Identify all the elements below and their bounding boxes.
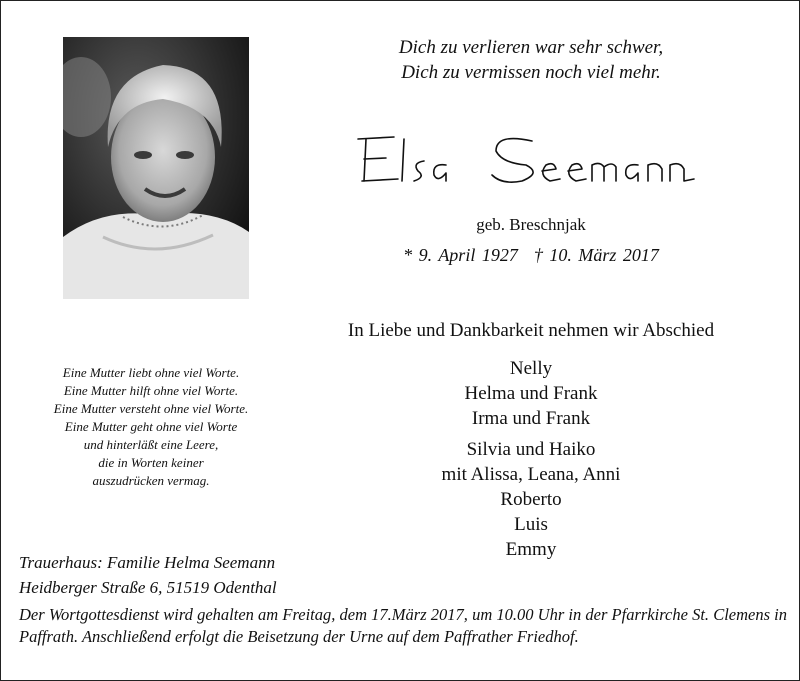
address-line: Heidberger Straße 6, 51519 Odenthal <box>19 578 277 597</box>
portrait-photo <box>63 37 249 299</box>
poem-line: Eine Mutter hilft ohne viel Worte. <box>63 383 239 398</box>
death-date: † 10. März 2017 <box>533 245 659 265</box>
farewell-line: In Liebe und Dankbarkeit nehmen wir Abschied <box>347 320 715 341</box>
family-group <box>361 356 701 431</box>
family-member: Nelly <box>509 358 553 379</box>
family-member: Helma und Frank <box>464 383 598 404</box>
poem-line: Eine Mutter geht ohne viel Worte <box>64 419 238 434</box>
family-member: Emmy <box>505 539 557 560</box>
life-dates <box>331 243 731 267</box>
family-member: Luis <box>514 514 548 535</box>
poem-line: auszudrücken vermag. <box>92 473 210 488</box>
family-member: Irma und Frank <box>471 408 591 429</box>
poem-line: Eine Mutter liebt ohne viel Worte. <box>62 365 240 380</box>
mourning-house-line: Trauerhaus: Familie Helma Seemann <box>19 553 276 572</box>
mourning-house-address <box>19 550 419 600</box>
motto-line: Dich zu vermissen noch viel mehr. <box>401 62 661 83</box>
family-member: mit Alissa, Leana, Anni <box>441 464 621 485</box>
poem-line: und hinterläßt eine Leere, <box>83 437 219 452</box>
poem-line: die in Worten keiner <box>98 455 204 470</box>
name-signature <box>331 125 731 205</box>
birth-date: * 9. April 1927 <box>403 245 518 265</box>
motto-verse <box>331 35 731 85</box>
family-member: Roberto <box>500 489 562 510</box>
motto-line: Dich zu verlieren war sehr schwer, <box>398 37 664 58</box>
family-list <box>361 356 701 568</box>
mother-poem <box>11 364 291 490</box>
service-announcement: Der Wortgottesdienst wird gehalten am Freitag, dem 17.März 2017, um 10.00 Uhr in der Pfarrkirche St. Clemens in Paffrath. Anschließend erfolgt die Beisetzung der Urne auf dem Paffrather Friedhof. <box>19 605 787 646</box>
poem-line: Eine Mutter versteht ohne viel Worte. <box>53 401 249 416</box>
birth-name: geb. Breschnjak <box>476 215 586 234</box>
family-member: Silvia und Haiko <box>466 439 596 460</box>
family-group <box>361 437 701 562</box>
